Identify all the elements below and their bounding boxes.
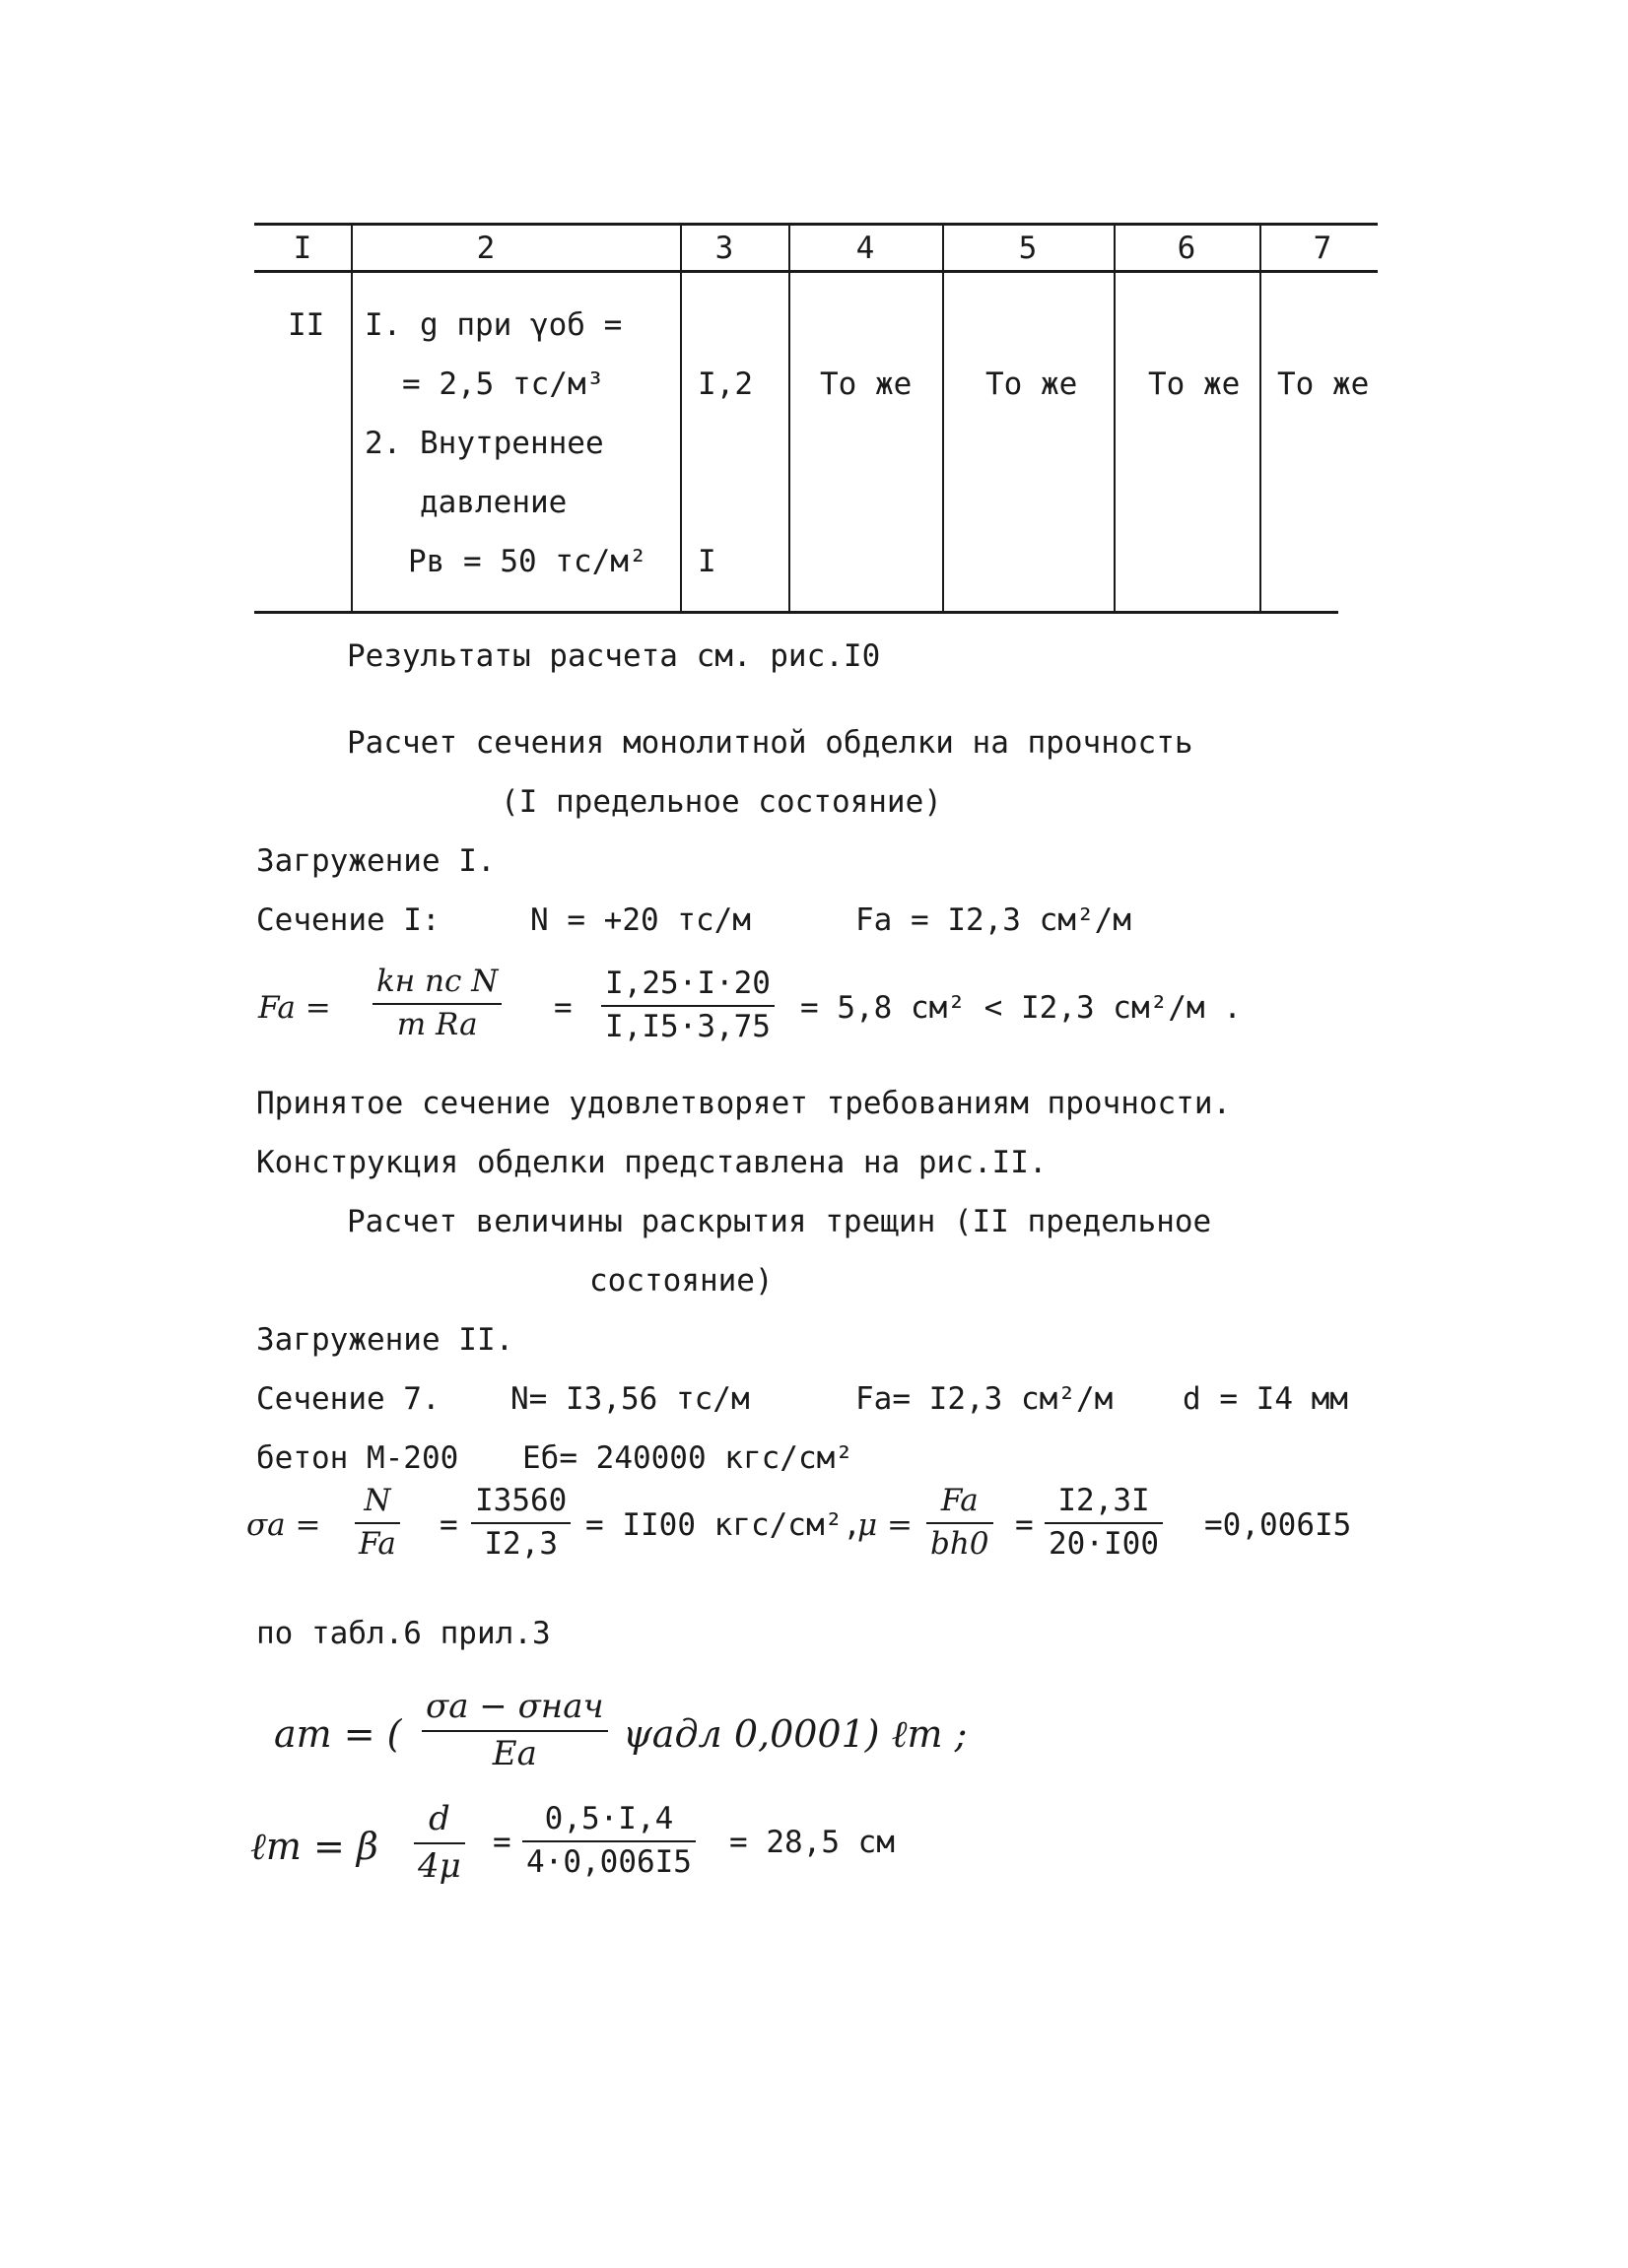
table-header-col2: 2 (476, 231, 496, 266)
formula-1-frac2-num: I,25·I·20 (605, 966, 771, 1001)
formula-4-equals: = (493, 1825, 511, 1860)
fraction-bar (355, 1522, 400, 1524)
formula-4-fraction-numeric (522, 1801, 696, 1880)
formula-3-fraction (422, 1687, 608, 1773)
results-note: Результаты расчета см. рис.I0 (347, 638, 881, 674)
table-cell-col4: То же (820, 367, 913, 402)
fraction-bar (422, 1730, 608, 1732)
formula-3-rest: ψaдл 0,0001) ℓт ; (623, 1712, 968, 1756)
formula-2-fraction-mu-numeric (1045, 1483, 1163, 1562)
formula-2-lhs: σa = (246, 1507, 321, 1543)
formula-1-result: = 5,8 см² < I2,3 см²/м . (800, 990, 1242, 1026)
formula-2-equals: = (440, 1507, 458, 1543)
table-cell-factor-bottom: I (698, 544, 716, 579)
fraction-bar (601, 1005, 775, 1007)
fraction-bar (471, 1522, 571, 1524)
formula-2-stress-value: = II00 кгс/см², (585, 1507, 861, 1543)
heading-cracks-line2: состояние) (589, 1263, 774, 1299)
table-cell-load-case: II (288, 307, 325, 343)
formula-1-frac1-den: m Ra (396, 1007, 478, 1042)
formula-3-lhs: aт = ( (274, 1712, 402, 1756)
formula-1-fraction-symbolic (373, 964, 502, 1042)
fraction-bar (373, 1003, 502, 1005)
formula-1-lhs: Fa = (258, 990, 331, 1026)
formula-2-frac2-den: I2,3 (484, 1526, 558, 1562)
heading-strength-line2: (I предельное состояние) (501, 784, 942, 820)
formula-4-lhs: ℓт = β (250, 1825, 378, 1868)
fraction-bar (926, 1522, 993, 1524)
fraction-bar (1045, 1522, 1163, 1524)
formula-3-frac-num: σa − σнач (426, 1687, 604, 1726)
fraction-bar (414, 1842, 465, 1844)
table-col-divider (942, 225, 944, 611)
table-col-divider (1114, 225, 1116, 611)
formula-2-equals-mu: = (1015, 1507, 1034, 1543)
heading-strength-line1: Расчет сечения монолитной обделки на прочность (347, 725, 1193, 761)
table-header-col3: 3 (714, 231, 734, 266)
table-cell-load-line1: I. g при γоб = (365, 307, 623, 343)
table-header-rule (254, 270, 1378, 273)
formula-2-frac4-den: 20·I00 (1049, 1526, 1159, 1562)
formula-1-frac1-num: kн nс N (376, 964, 499, 999)
section-1-label: Сечение I: (256, 902, 441, 938)
formula-2-frac4-num: I2,3I (1057, 1483, 1150, 1518)
loading-2-label: Загружение II. (256, 1322, 514, 1358)
formula-2-frac1-den: Fa (359, 1526, 396, 1562)
formula-1-fraction-numeric (601, 966, 775, 1044)
formula-2-fraction-mu-symbolic (926, 1483, 993, 1562)
formula-2-frac3-den: bh0 (930, 1526, 989, 1562)
concrete-modulus: Eб= 240000 кгс/см² (522, 1440, 853, 1476)
heading-cracks-line1: Расчет величины раскрытия трещин (II предельное (347, 1204, 1212, 1239)
formula-4-frac1-den: 4μ (418, 1846, 461, 1886)
table-cell-col6: То же (1148, 367, 1241, 402)
formula-2-frac3-num: Fa (940, 1483, 979, 1518)
formula-2-fraction-symbolic (355, 1483, 400, 1562)
table-col-divider (1259, 225, 1261, 611)
table-bottom-rule (254, 611, 1338, 614)
loading-1-label: Загружение I. (256, 843, 496, 879)
accepted-section-text: Принятое сечение удовлетворяет требованиям прочности. (256, 1086, 1232, 1121)
table-header-col4: 4 (855, 231, 875, 266)
section-7-label: Сечение 7. (256, 1381, 441, 1417)
fraction-bar (522, 1840, 696, 1842)
table-cell-load-line5: Pв = 50 тс/м² (408, 544, 647, 579)
table-cell-col5: То же (985, 367, 1078, 402)
table-header-col1: I (293, 231, 312, 266)
construction-reference: Конструкция обделки представлена на рис.II. (256, 1145, 1048, 1180)
formula-2-frac1-num: N (364, 1483, 391, 1518)
section-1-rebar-area: Fa = I2,3 см²/м (855, 902, 1131, 938)
table-cell-load-line4: давление (420, 485, 568, 520)
formula-1-equals: = (554, 990, 573, 1026)
formula-1-frac2-den: I,I5·3,75 (605, 1009, 771, 1044)
table-cell-load-line3: 2. Внутреннее (365, 426, 604, 461)
table-col-divider (680, 225, 682, 611)
table-cell-factor-top: I,2 (698, 367, 753, 402)
formula-4-frac2-den: 4·0,006I5 (526, 1844, 692, 1880)
table-cell-load-line2: = 2,5 тс/м³ (402, 367, 605, 402)
section-1-axial-force: N = +20 тс/м (530, 902, 751, 938)
formula-2-fraction-numeric (471, 1483, 571, 1562)
formula-4-frac1-num: d (428, 1799, 450, 1838)
section-7-axial-force: N= I3,56 тс/м (510, 1381, 750, 1417)
table-header-col7: 7 (1313, 231, 1332, 266)
table-col-divider (788, 225, 790, 611)
table-cell-col7: То же (1277, 367, 1370, 402)
table-reference: по табл.6 прил.3 (256, 1616, 551, 1651)
formula-2-mu-result: =0,006I5 (1204, 1507, 1352, 1543)
formula-3-frac-den: Ea (492, 1734, 537, 1773)
table-top-rule (254, 223, 1378, 226)
section-7-rebar-area: Fa= I2,3 см²/м (855, 1381, 1114, 1417)
table-header-col5: 5 (1018, 231, 1038, 266)
formula-4-result: = 28,5 см (729, 1825, 895, 1860)
formula-2-mu: μ = (857, 1507, 913, 1543)
table-header-col6: 6 (1177, 231, 1196, 266)
formula-4-fraction-symbolic (414, 1799, 465, 1886)
formula-4-frac2-num: 0,5·I,4 (544, 1801, 674, 1836)
section-7-bar-diameter: d = I4 мм (1183, 1381, 1348, 1417)
formula-2-frac2-num: I3560 (475, 1483, 568, 1518)
table-col-divider (351, 225, 353, 611)
concrete-grade: бетон М-200 (256, 1440, 459, 1476)
